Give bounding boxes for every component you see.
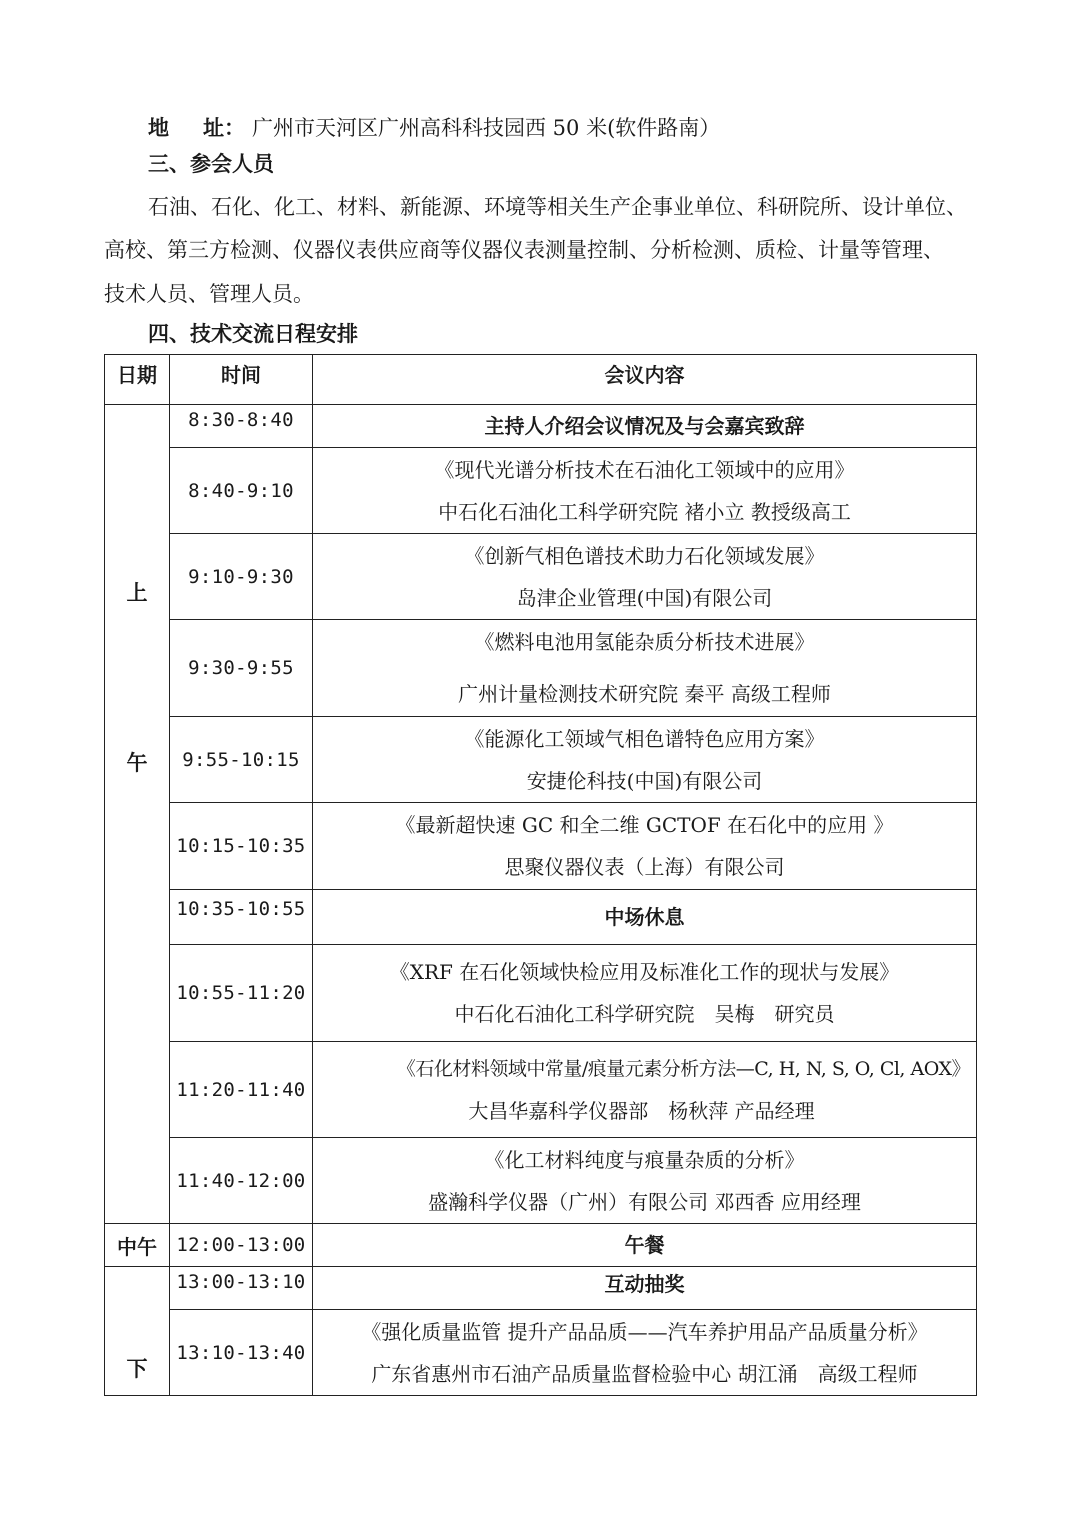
time-cell: 11:20-11:40 [170,1042,313,1138]
content-title: 《燃料电池用氢能杂质分析技术进展》 [474,630,815,654]
content-speaker: 广州计量检测技术研究院 秦平 高级工程师 [458,682,831,706]
time-cell: 10:55-11:20 [170,945,313,1042]
content-cell [313,945,977,1042]
content-cell [313,1310,977,1396]
afternoon-day-cell [105,1267,170,1396]
content-speaker: 盛瀚科学仪器（广州）有限公司 邓西香 应用经理 [428,1189,861,1214]
content-cell [313,620,977,717]
time-cell: 8:40-9:10 [170,448,313,534]
content-title: 《能源化工领域气相色谱特色应用方案》 [464,726,825,751]
content-cell [313,1138,977,1224]
content-title: 《强化质量监管 提升产品品质——汽车养护用品产品质量分析》 [361,1319,928,1344]
content-cell [313,717,977,803]
content-speaker: 中石化石油化工科学研究院 吴梅 研究员 [454,1002,835,1026]
table-row [105,1310,977,1396]
section3-paragraph-line-2: 高校、第三方检测、仪器仪表供应商等仪器仪表测量控制、分析检测、质检、计量等管理、 [104,238,944,262]
content-speaker: 中石化石油化工科学研究院 褚小立 教授级高工 [438,499,851,524]
section3-paragraph-line-3: 技术人员、管理人员。 [104,282,314,306]
content-title: 午餐 [624,1233,665,1257]
content-speaker: 岛津企业管理(中国)有限公司 [516,585,773,610]
address-value: 广州市天河区广州高科科技园西 50 米(软件路南） [252,116,721,140]
content-cell [313,803,977,890]
header-time: 时间 [170,355,313,405]
content-cell [313,1224,977,1267]
table-row [105,1224,977,1267]
section4-title: 四、技术交流日程安排 [148,322,358,346]
content-cell [313,1042,977,1138]
time-cell: 8:30-8:40 [170,405,313,448]
content-title: 《XRF 在石化领域快检应用及标准化工作的现状与发展》 [389,960,900,984]
content-title: 《创新气相色谱技术助力石化领域发展》 [464,543,825,568]
morning-label-2: 午 [126,751,148,775]
content-speaker: 思聚仪器仪表（上海）有限公司 [504,855,785,879]
content-title: 互动抽奖 [604,1272,685,1296]
time-cell: 9:30-9:55 [170,620,313,717]
time-cell: 11:40-12:00 [170,1138,313,1224]
table-row [105,945,977,1042]
table-row [105,620,977,717]
afternoon-label: 下 [126,1357,148,1381]
time-cell: 12:00-13:00 [170,1224,313,1267]
content-title: 《石化材料领域中常量/痕量元素分析方法—C, H, N, S, O, Cl, AOX》 [396,1057,970,1080]
table-row [105,405,977,448]
content-speaker: 广东省惠州市石油产品质量监督检验中心 胡江涌 高级工程师 [371,1361,918,1386]
header-content: 会议内容 [313,355,977,405]
time-cell: 10:15-10:35 [170,803,313,890]
time-cell: 9:10-9:30 [170,534,313,620]
content-title: 《化工材料纯度与痕量杂质的分析》 [484,1147,805,1172]
table-row [105,448,977,534]
content-cell [313,1267,977,1310]
time-cell: 9:55-10:15 [170,717,313,803]
section3-title: 三、参会人员 [148,152,274,176]
content-title: 主持人介绍会议情况及与会嘉宾致辞 [484,414,805,438]
table-row [105,1042,977,1138]
noon-day-cell: 中午 [105,1224,170,1267]
table-row [105,1267,977,1310]
content-speaker: 大昌华嘉科学仪器部 杨秋萍 产品经理 [468,1098,815,1123]
address-label: 地 址： [148,116,245,140]
table-header-row [105,355,977,405]
content-cell [313,405,977,448]
morning-label-1: 上 [126,581,148,605]
address-line [148,114,720,142]
section3-paragraph-line-1: 石油、石化、化工、材料、新能源、环境等相关生产企事业单位、科研院所、设计单位、 [148,195,967,219]
content-title: 中场休息 [604,905,685,929]
content-speaker: 安捷伦科技(中国)有限公司 [526,768,763,793]
time-cell: 13:00-13:10 [170,1267,313,1310]
morning-day-cell [105,405,170,1224]
content-cell [313,534,977,620]
content-title: 《现代光谱分析技术在石油化工领域中的应用》 [434,457,855,482]
table-row [105,1138,977,1224]
header-date: 日期 [105,355,170,405]
table-row [105,717,977,803]
content-title: 《最新超快速 GC 和全二维 GCTOF 在石化中的应用 》 [395,813,894,837]
time-cell: 13:10-13:40 [170,1310,313,1396]
time-cell: 10:35-10:55 [170,890,313,945]
table-row [105,890,977,945]
schedule-table [104,354,977,1396]
table-row [105,803,977,890]
content-cell [313,890,977,945]
content-cell [313,448,977,534]
table-row [105,534,977,620]
